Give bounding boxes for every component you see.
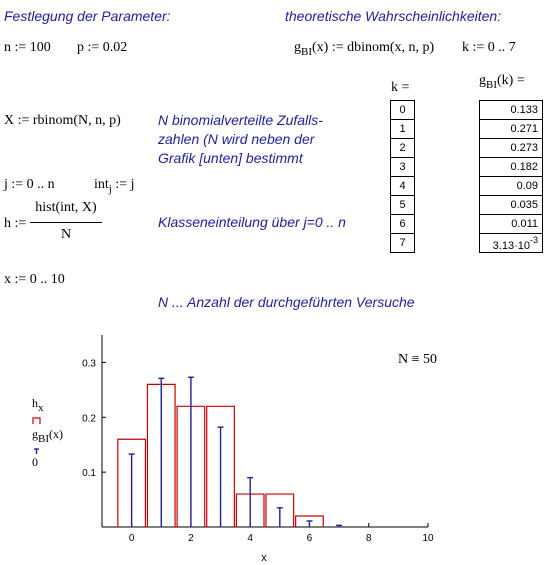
gbi-values-table[interactable] xyxy=(479,100,543,253)
histogram-chart[interactable] xyxy=(0,325,550,565)
heading-theoretical: theoretische Wahrscheinlichkeiten: xyxy=(285,8,502,24)
gbi-value-cell: 0.011 xyxy=(480,215,543,234)
h-fraction[interactable] xyxy=(30,200,102,248)
y-tick-label: 0.1 xyxy=(82,468,96,480)
legend-g-rest: (x) xyxy=(49,427,63,441)
gbi-value-cell: $3.13\cdot 10^{-3}$ xyxy=(480,234,543,253)
gbi-table-header xyxy=(479,73,525,91)
k-value-cell: 0 xyxy=(391,101,415,120)
gbi-header-symbol: g xyxy=(479,73,486,88)
n-value[interactable]: N ≡ 50 xyxy=(398,352,438,367)
fraction-bar xyxy=(30,222,102,223)
gbi-definition[interactable] xyxy=(294,40,434,58)
gbi-value-cell: 0.035 xyxy=(480,196,543,215)
gbi-exponent: -3 xyxy=(529,234,538,245)
k-value-cell: 3 xyxy=(391,158,415,177)
h-lhs: h := xyxy=(4,216,27,231)
gbi-value-cell: 0.182 xyxy=(480,158,543,177)
h-numerator: hist(int, X) xyxy=(35,200,97,215)
x-tick-label: 10 xyxy=(422,533,434,544)
int-symbol: int xyxy=(94,177,109,192)
k-value-cell: 4 xyxy=(391,177,415,196)
gbi-header-subscript: BI xyxy=(486,79,497,91)
legend-g-symbol: g xyxy=(32,427,38,441)
heading-parameters: Festlegung der Parameter: xyxy=(4,8,171,24)
gbi-symbol: g xyxy=(294,40,301,55)
k-value-cell: 5 xyxy=(391,196,415,215)
j-range-definition[interactable]: j := 0 .. n xyxy=(4,177,55,192)
x-tick-label: 8 xyxy=(365,533,372,544)
x-comment-line: zahlen (N wird neben der xyxy=(158,131,315,147)
gbi-rhs: (x) := dbinom(x, n, p) xyxy=(312,40,435,55)
k-values-table[interactable] xyxy=(390,100,415,253)
x-tick-label: 2 xyxy=(188,533,194,544)
n-definition[interactable]: n := 100 xyxy=(4,40,51,55)
k-value-cell: 6 xyxy=(391,215,415,234)
h-denominator: N xyxy=(60,227,72,242)
x-tick-label: 0 xyxy=(128,533,135,544)
legend-zero: 0 xyxy=(32,455,38,469)
x-rbinom-definition[interactable]: X := rbinom(N, n, p) xyxy=(4,113,121,128)
y-tick-label: 0.2 xyxy=(82,413,96,425)
x-tick-label: 4 xyxy=(247,533,253,544)
int-subscript: j xyxy=(108,183,112,195)
gbi-subscript: BI xyxy=(301,46,312,58)
legend-h-symbol: h xyxy=(32,396,38,410)
k-value-cell: 7 xyxy=(391,234,415,253)
int-rhs: := j xyxy=(115,177,135,192)
n-caption: N ... Anzahl der durchgeführten Versuche xyxy=(158,294,415,310)
p-definition[interactable]: p := 0.02 xyxy=(77,40,128,55)
gbi-value-cell: 0.09 xyxy=(480,177,543,196)
legend-h-subscript: x xyxy=(38,402,44,414)
legend-g-subscript: BI xyxy=(38,433,49,445)
gbi-value-cell: 0.133 xyxy=(480,101,543,120)
x-comment-line: N binomialverteilte Zufalls- xyxy=(158,112,323,128)
x-tick-label: 6 xyxy=(306,533,313,544)
k-value-cell: 2 xyxy=(391,139,415,158)
x-range-definition[interactable]: x := 0 .. 10 xyxy=(4,272,65,287)
k-table-header: k = xyxy=(391,80,410,95)
int-definition[interactable] xyxy=(94,177,135,195)
k-range-definition[interactable]: k := 0 .. 7 xyxy=(462,40,516,55)
gbi-value-cell: 0.271 xyxy=(480,120,543,139)
x-comment xyxy=(158,111,323,168)
gbi-value-cell: 0.273 xyxy=(480,139,543,158)
y-tick-label: 0.3 xyxy=(82,358,96,370)
x-comment-line: Grafik [unten] bestimmt xyxy=(158,150,303,166)
gbi-header-rest: (k) = xyxy=(497,73,525,88)
h-comment: Klasseneinteilung über j=0 .. n xyxy=(158,214,346,230)
x-axis-label: x xyxy=(261,552,267,564)
k-value-cell: 1 xyxy=(391,120,415,139)
